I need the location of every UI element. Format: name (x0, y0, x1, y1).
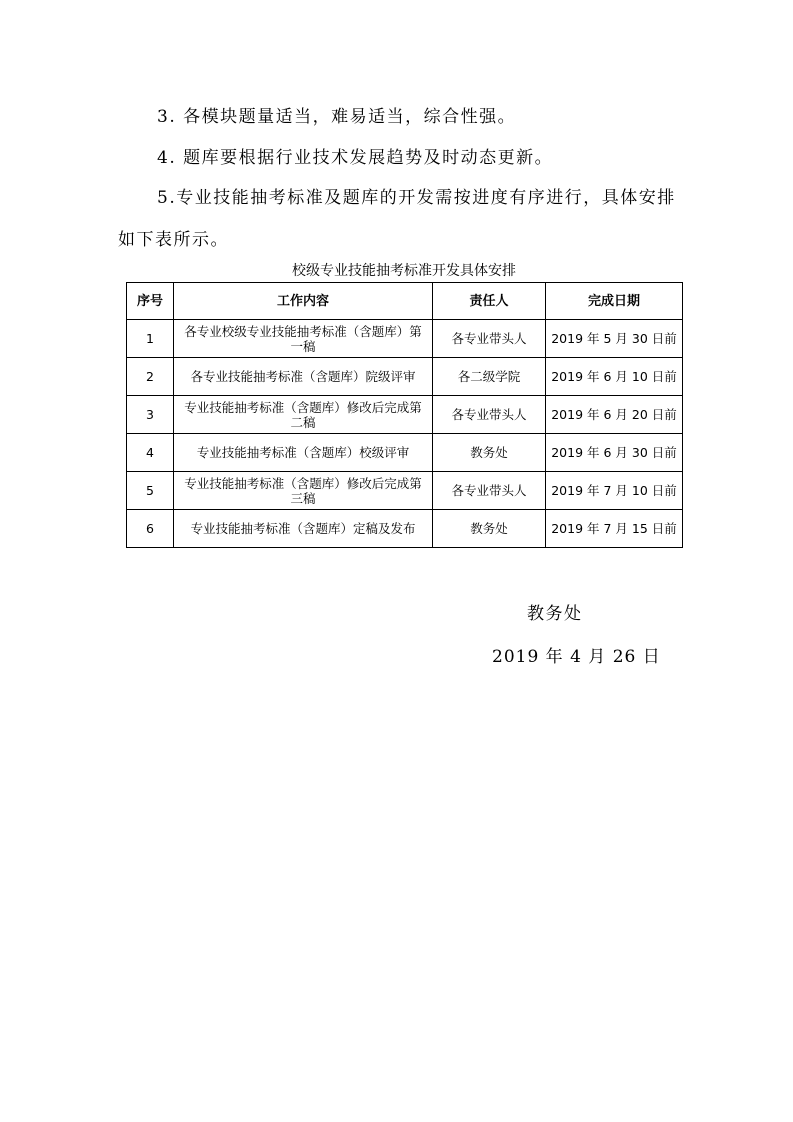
cell-person: 各专业带头人 (433, 320, 546, 358)
table-row (127, 472, 683, 510)
cell-date: 2019 年 6 月 30 日前 (546, 434, 683, 472)
cell-date: 2019 年 6 月 10 日前 (546, 358, 683, 396)
paragraph-item-3: 3. 各模块题量适当，难易适当，综合性强。 (157, 107, 517, 127)
table-row (127, 510, 683, 548)
cell-no: 1 (127, 320, 174, 358)
cell-no: 4 (127, 434, 174, 472)
cell-person: 教务处 (433, 510, 546, 548)
table-row (127, 320, 683, 358)
schedule-table (126, 282, 683, 548)
table-header-row (127, 283, 683, 320)
table-caption: 校级专业技能抽考标准开发具体安排 (292, 263, 516, 279)
cell-no: 5 (127, 472, 174, 510)
table-row (127, 396, 683, 434)
table-row (127, 358, 683, 396)
cell-person: 各专业带头人 (433, 396, 546, 434)
cell-date: 2019 年 7 月 10 日前 (546, 472, 683, 510)
header-person: 责任人 (433, 283, 546, 320)
cell-person: 教务处 (433, 434, 546, 472)
cell-no: 6 (127, 510, 174, 548)
paragraph-item-5-line-2: 如下表所示。 (118, 230, 229, 250)
cell-no: 3 (127, 396, 174, 434)
cell-date: 2019 年 7 月 15 日前 (546, 510, 683, 548)
table-row (127, 434, 683, 472)
signature-date: 2019 年 4 月 26 日 (492, 647, 661, 667)
cell-content: 专业技能抽考标准（含题库）定稿及发布 (174, 510, 433, 548)
cell-date: 2019 年 6 月 20 日前 (546, 396, 683, 434)
cell-content: 各专业技能抽考标准（含题库）院级评审 (174, 358, 433, 396)
cell-date: 2019 年 5 月 30 日前 (546, 320, 683, 358)
cell-content: 各专业校级专业技能抽考标准（含题库）第一稿 (174, 320, 433, 358)
cell-content: 专业技能抽考标准（含题库）修改后完成第二稿 (174, 396, 433, 434)
cell-content: 专业技能抽考标准（含题库）修改后完成第三稿 (174, 472, 433, 510)
cell-content: 专业技能抽考标准（含题库）校级评审 (174, 434, 433, 472)
cell-person: 各二级学院 (433, 358, 546, 396)
cell-person: 各专业带头人 (433, 472, 546, 510)
paragraph-item-4: 4. 题库要根据行业技术发展趋势及时动态更新。 (157, 148, 554, 168)
cell-no: 2 (127, 358, 174, 396)
header-no: 序号 (127, 283, 174, 320)
signature-org: 教务处 (527, 604, 583, 624)
paragraph-item-5-line-1: 5.专业技能抽考标准及题库的开发需按进度有序进行，具体安排 (157, 188, 676, 208)
header-content: 工作内容 (174, 283, 433, 320)
header-date: 完成日期 (546, 283, 683, 320)
